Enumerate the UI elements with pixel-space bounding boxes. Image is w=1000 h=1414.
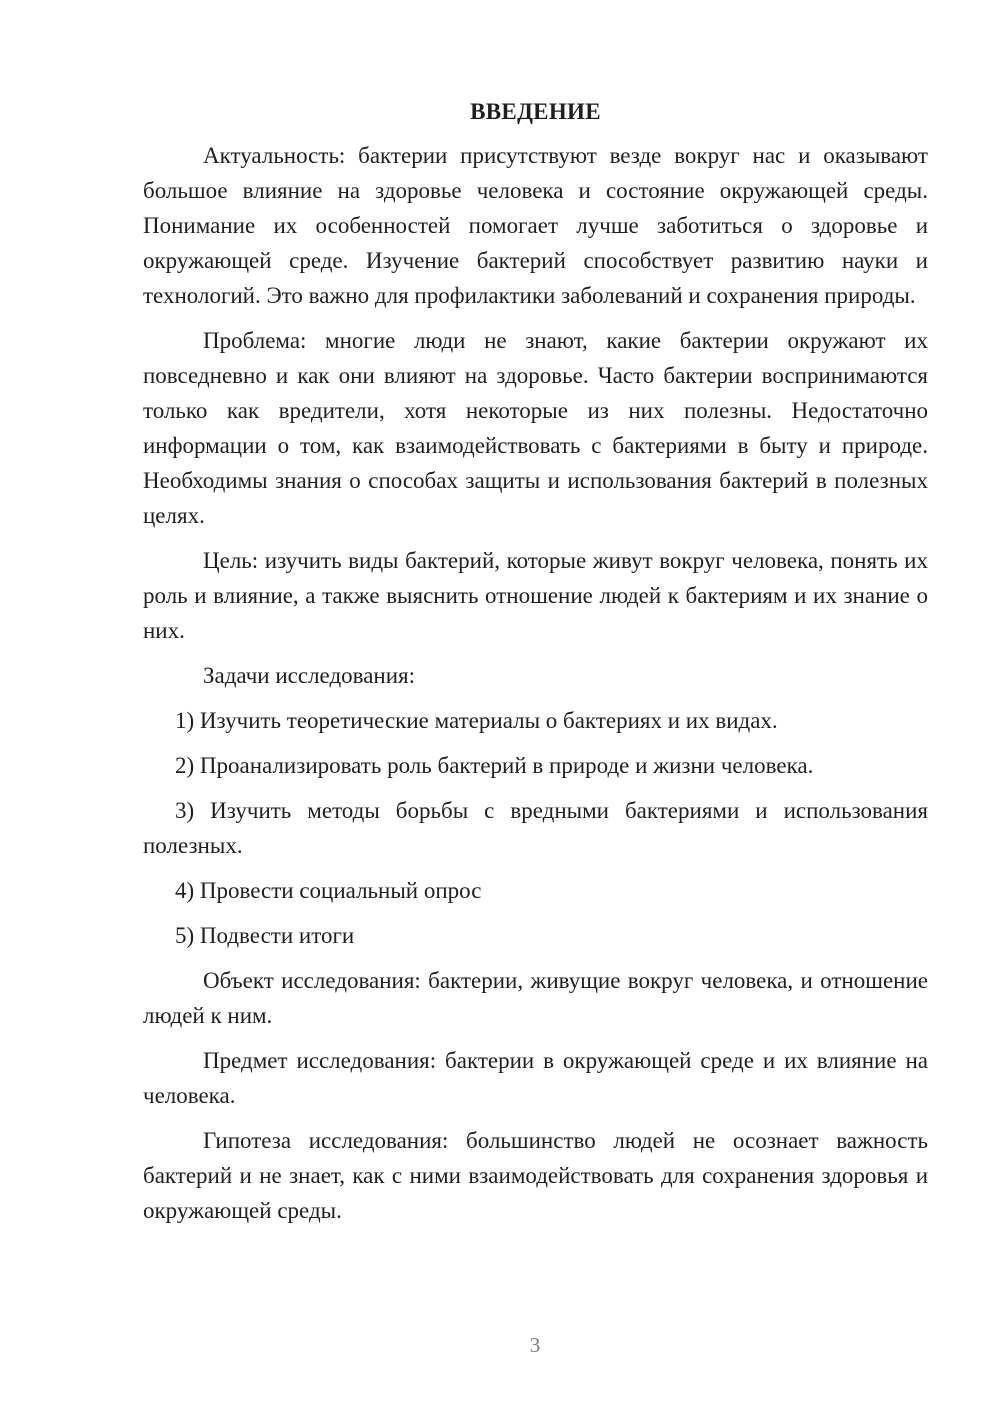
- paragraph-problem: Проблема: многие люди не знают, какие бактерии окружают их повседневно и как они влияют на здоровье. Часто бактерии воспринимаются только как вредители, хотя некоторые из них полезны. Недостаточно информации о том, как взаимодействовать с бактериями в быту и природе. Необходимы знания о способах защиты и использования бактерий в полезных целях.: [143, 328, 928, 528]
- tasks-heading: Задачи исследования:: [203, 663, 416, 688]
- document-page: [143, 97, 928, 1238]
- task-item: 1) Изучить теоретические материалы о бактериях и их видах.: [175, 708, 778, 733]
- paragraph-object: Объект исследования: бактерии, живущие вокруг человека, и отношение людей к ним.: [143, 968, 928, 1028]
- task-item: 4) Провести социальный опрос: [175, 878, 482, 903]
- paragraph-goal: Цель: изучить виды бактерий, которые живут вокруг человека, понять их роль и влияние, а также выяснить отношение людей к бактериям и их знание о них.: [143, 548, 928, 643]
- paragraph-subject: Предмет исследования: бактерии в окружающей среде и их влияние на человека.: [143, 1048, 928, 1108]
- paragraph-relevance: Актуальность: бактерии присутствуют везде вокруг нас и оказывают большое влияние на здоровье человека и состояние окружающей среды. Понимание их особенностей помогает лучше заботиться о здоровье и окружающей среде. Изучение бактерий способствует развитию науки и технологий. Это важно для профилактики заболеваний и сохранения природы.: [143, 143, 928, 308]
- task-item: 2) Проанализировать роль бактерий в природе и жизни человека.: [175, 753, 814, 778]
- page-number: 3: [529, 1333, 541, 1357]
- task-item: 5) Подвести итоги: [175, 923, 355, 948]
- paragraph-hypothesis: Гипотеза исследования: большинство людей не осознает важность бактерий и не знает, как с ними взаимодействовать для сохранения здоровья и окружающей среды.: [143, 1128, 928, 1223]
- task-item: 3) Изучить методы борьбы с вредными бактериями и использования полезных.: [143, 798, 928, 858]
- section-title: ВВЕДЕНИЕ: [470, 99, 601, 124]
- task-list: [143, 703, 928, 953]
